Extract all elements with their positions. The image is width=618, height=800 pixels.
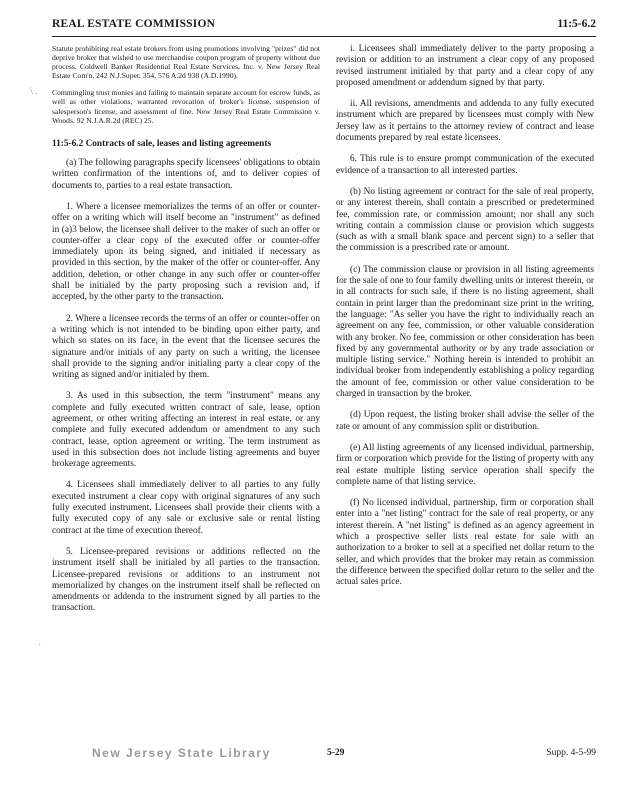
page-header xyxy=(52,14,596,37)
paragraph-ii: ii. All revisions, amendments and addenda to any fully executed instrument which are prepared by licensees must comply with New Jersey law as it pertains to the attorney review of contract and lease documents prepared by real estate licensees. xyxy=(336,99,594,144)
supplement-date: Supp. 4-5-99 xyxy=(546,748,596,758)
page-number: 5-29 xyxy=(327,748,345,758)
paragraph-5: 5. Licensee-prepared revisions or additions reflected on the instrument itself shall be initialed by all parties to the transaction. Licensee-prepared revisions or additions to an instrument not memorialized by changes on the instrument itself shall be reflected on amendments or addenda to the instrument signed by all parties to the transaction. xyxy=(52,546,320,614)
paragraph-4: 4. Licensees shall immediately deliver to all parties to any fully executed instrument a clear copy with original signatures of any such fully executed instrument. Licensees shall provide their clients with a fully executed copy of any sale or exclusive sale or rental listing contract at the time of execution thereof. xyxy=(52,480,320,536)
header-section-number: 11:5-6.2 xyxy=(557,18,596,30)
paragraph-f: (f) No licensed individual, partnership, firm or corporation shall enter into a "net listing" contract for the sale of real property, or any interest therein. A "net listing" is defined as an agency agreement in which a prospective seller lists real estate for sale with an authorization to a broker to sell at a specified net dollar return to the seller, and which provides that the broker may retain as commission the difference between the specified dollar return to the seller and the actual sales price. xyxy=(336,498,594,588)
margin-mark: · xyxy=(38,640,42,651)
page-footer xyxy=(52,748,596,762)
paragraph-i: i. Licensees shall immediately deliver to the party proposing a revision or addition to an instrument a clear copy of any proposed revised instrument initialed by that party and a clear copy of any proposed amendment or addendum signed by that party. xyxy=(336,44,594,88)
paragraph-b: (b) No listing agreement or contract for the sale of real property, or any interest therein, shall contain a prescribed or predetermined fee, commission rate, or commission amount; nor shall any such writing contain a commission clause or provision which suggests (such as with a small blank space and percent sign) to a seller that the commission is a prescribed rate or amount. xyxy=(336,186,594,254)
paragraph-e: (e) All listing agreements of any licensed individual, partnership, firm or corporation which provide for the listing of property with any real estate multiple listing service operation shall specify the complete name of that listing service. xyxy=(336,442,594,487)
paragraph-c: (c) The commission clause or provision in all listing agreements for the sale of one to four family dwelling units or interest therein, or in all contracts for such sale, if there is no listing agreement, shall contain in print larger than the predominant size print in the writing, the language: "As seller you have the right to individually reach an agreement on any fee, commission, or other valuable consideration with any broker. No fee, commission or other consideration has been fixed by any governmental authority or by any trade association or multiple listing service." Nothing herein is intended to prohibit an individual broker from independently establishing a policy regarding the amount of fee, commission or other value consideration to be charged in transaction by the broker. xyxy=(336,264,594,400)
library-watermark: New Jersey State Library xyxy=(92,746,271,760)
margin-mark: \ . xyxy=(30,86,38,97)
right-column xyxy=(336,44,594,598)
paragraph-1: 1. Where a licensee memorializes the terms of an offer or counter-offer on a writing which will itself become an "instrument" as defined in (a)3 below, the licensee shall deliver to the maker of such an offer or counter-offer a clear copy of the executed offer or counter-offer immediately upon its being signed, and initialed if necessary as provided in this section, by the maker of the offer or counter-offer. Any addition, deletion, or other change in any such offer or counter-offer shall be initialed by the party proposing such a revision and, if accepted, by the other party to the transaction. xyxy=(52,201,320,303)
annotation-note: Statute prohibiting real estate brokers from using promotions involving "prizes" did not deprive broker that wished to use merchandise coupon program of property without due process. Coldwell Banker Residential Real Estate Services, Inc. v. New Jersey Real Estate Com'n, 242 N.J.Super. 354, 576 A.2d 938 (A.D.1990). xyxy=(52,44,320,81)
paragraph-a: (a) The following paragraphs specify licensees' obligations to obtain written confirmation of the intentions of, and to deliver copies of documents to, parties to a real estate transaction. xyxy=(52,158,320,191)
header-title: REAL ESTATE COMMISSION xyxy=(52,18,216,30)
annotation-note: Commingling trust monies and failing to maintain separate account for escrow funds, as well as other violations, warranted revocation of broker's license, suspension of salesperson's license, and assessment of fine. New Jersey Real Estate Commission v. Woods. 92 N.J.A.R.2d (REC) 25. xyxy=(52,88,320,125)
paragraph-d: (d) Upon request, the listing broker shall advise the seller of the rate or amount of any commission split or distribution. xyxy=(336,410,594,432)
paragraph-3: 3. As used in this subsection, the term "instrument" means any complete and fully executed written contract of sale, lease, option agreement, or other writing affecting an interest in real estate, or any complete and fully executed addendum or amendment to any such contract, lease, option agreement or writing. The term instrument as used in this subsection does not include listing agreements and buyer brokerage agreements. xyxy=(52,391,320,470)
paragraph-2: 2. Where a licensee records the terms of an offer or counter-offer on a writing which is not intended to be binding upon either party, and which so states on its face, in the event that the licensee secures the signature and/or initials of any party on such a writing, the licensee shall provide to the signing and/or initialing party a clear copy of the writing as signed and/or initialed by them. xyxy=(52,313,320,381)
paragraph-6: 6. This rule is to ensure prompt communication of the executed evidence of a transaction to all interested parties. xyxy=(336,154,594,176)
section-title: 11:5-6.2 Contracts of sale, leases and listing agreements xyxy=(52,138,272,149)
left-column xyxy=(52,44,320,625)
